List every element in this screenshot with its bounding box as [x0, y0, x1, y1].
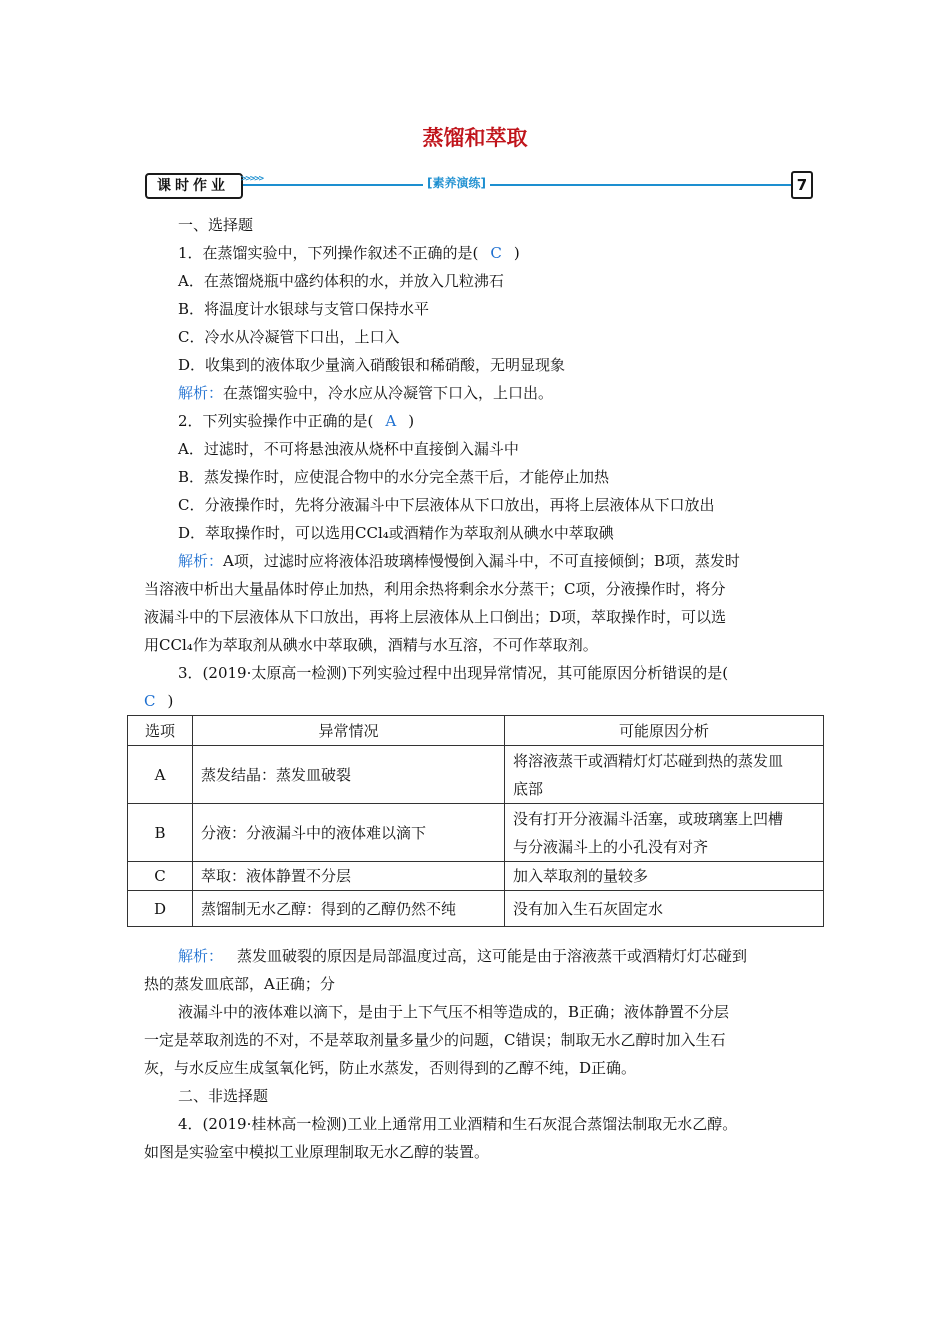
answer: A — [385, 412, 397, 430]
explanation-line: 液漏斗中的下层液体从下口放出，再将上层液体从上口倒出；D项，萃取操作时，可以选 — [144, 608, 727, 626]
option-cell: B — [128, 804, 193, 862]
header-cell: 选项 — [128, 716, 193, 746]
reason-line: 将溶液蒸干或酒精灯灯芯碰到热的蒸发皿 — [513, 751, 784, 770]
option-b: B．蒸发操作时，应使混合物中的水分完全蒸干后，才能停止加热 — [178, 468, 610, 486]
reason-line: 没有打开分液漏斗活塞，或玻璃塞上凹槽 — [513, 809, 784, 828]
explanation-line: 当溶液中析出大量晶体时停止加热，利用余热将剩余水分蒸干；C项，分液操作时，将分 — [144, 580, 726, 598]
page-title: 蒸馏和萃取 — [422, 126, 528, 150]
question-1-stem — [178, 243, 520, 263]
option-cell: D — [128, 891, 193, 927]
option-d: D．萃取操作时，可以选用CCl₄或酒精作为萃取剂从碘水中萃取碘 — [178, 524, 614, 542]
explanation-line: 液漏斗中的液体难以滴下，是由于上下气压不相等造成的，B正确；液体静置不分层 — [178, 1003, 730, 1021]
explanation-text: A项，过滤时应将液体沿玻璃棒慢慢倒入漏斗中，不可直接倾倒；B项，蒸发时 — [223, 552, 740, 570]
section-banner — [145, 170, 813, 200]
question-3-stem: 3．(2019·太原高一检测)下列实验过程中出现异常情况，其可能原因分析错误的是( — [178, 664, 729, 682]
question-stem-text: 2．下列实验操作中正确的是( — [178, 412, 374, 430]
explanation-1 — [178, 383, 553, 403]
reason-cell: 没有加入生石灰固定水 — [505, 891, 824, 927]
reason-cell — [505, 804, 824, 862]
abnormal-cell: 蒸发结晶：蒸发皿破裂 — [193, 746, 505, 804]
explanation-line: 一定是萃取剂选的不对，不是萃取剂量多量少的问题，C错误；制取无水乙醇时加入生石 — [144, 1031, 726, 1049]
option-a: A．过滤时，不可将悬浊液从烧杯中直接倒入漏斗中 — [178, 440, 519, 458]
banner-line — [241, 184, 791, 186]
answer: C — [490, 244, 502, 262]
option-d: D．收集到的液体取少量滴入硝酸银和稀硝酸，无明显现象 — [178, 356, 566, 374]
question-4-stem: 4．(2019·桂林高一检测)工业上通常用工业酒精和生石灰混合蒸馏法制取无水乙醇。 — [178, 1115, 738, 1133]
option-c: C．冷水从冷凝管下口出，上口入 — [178, 328, 400, 346]
explanation-label: 解析： — [178, 384, 224, 402]
explanation-text: 在蒸馏实验中，冷水应从冷凝管下口入，上口出。 — [223, 384, 554, 402]
question-stem-text: 1．在蒸馏实验中，下列操作叙述不正确的是( — [178, 244, 479, 262]
question-4-stem-cont: 如图是实验室中模拟工业原理制取无水乙醇的装置。 — [144, 1143, 490, 1161]
header-cell: 异常情况 — [193, 716, 505, 746]
option-c: C．分液操作时，先将分液漏斗中下层液体从下口放出，再将上层液体从下口放出 — [178, 496, 715, 514]
reason-cell: 加入萃取剂的量较多 — [505, 862, 824, 891]
banner-subtitle: [素养演练] — [423, 174, 490, 191]
reason-line: 与分液漏斗上的小孔没有对齐 — [513, 837, 709, 856]
explanation-line: 热的蒸发皿底部，A正确；分 — [144, 975, 335, 993]
explanation-line: 灰，与水反应生成氢氧化钙，防止水蒸发，否则得到的乙醇不纯，D正确。 — [144, 1059, 637, 1077]
explanation-label: 解析： — [178, 552, 224, 570]
option-a: A．在蒸馏烧瓶中盛约体积的水，并放入几粒沸石 — [178, 272, 504, 290]
table-row — [128, 891, 824, 927]
option-b: B．将温度计水银球与支管口保持水平 — [178, 300, 430, 318]
reason-cell — [505, 746, 824, 804]
table-header-row — [128, 716, 824, 746]
explanation-text: 蒸发皿破裂的原因是局部温度过高，这可能是由于溶液蒸干或酒精灯灯芯碰到 — [237, 947, 748, 965]
abnormal-cell: 萃取：液体静置不分层 — [193, 862, 505, 891]
table-row — [128, 804, 824, 862]
question-2-stem — [178, 411, 414, 431]
section-heading: 一、选择题 — [178, 216, 254, 234]
explanation-2 — [178, 551, 740, 571]
banner-tag: 课时作业 — [145, 173, 243, 199]
banner-arrows: >>>>> — [241, 174, 264, 184]
table-row — [128, 862, 824, 891]
close-paren: ) — [408, 412, 415, 430]
option-cell: C — [128, 862, 193, 891]
question-3-answer — [144, 691, 173, 711]
reason-line: 底部 — [513, 779, 544, 798]
banner-number: 7 — [791, 171, 813, 199]
explanation-label: 解析： — [178, 947, 224, 965]
analysis-table — [127, 715, 824, 927]
answer: C — [144, 692, 156, 710]
table-row — [128, 746, 824, 804]
header-cell: 可能原因分析 — [505, 716, 824, 746]
abnormal-cell: 蒸馏制无水乙醇：得到的乙醇仍然不纯 — [193, 891, 505, 927]
explanation-3 — [178, 946, 747, 966]
option-cell: A — [128, 746, 193, 804]
explanation-line: 用CCl₄作为萃取剂从碘水中萃取碘，酒精与水互溶，不可作萃取剂。 — [144, 636, 598, 654]
abnormal-cell: 分液：分液漏斗中的液体难以滴下 — [193, 804, 505, 862]
close-paren: ) — [167, 692, 174, 710]
section-heading: 二、非选择题 — [178, 1087, 269, 1105]
close-paren: ) — [513, 244, 520, 262]
